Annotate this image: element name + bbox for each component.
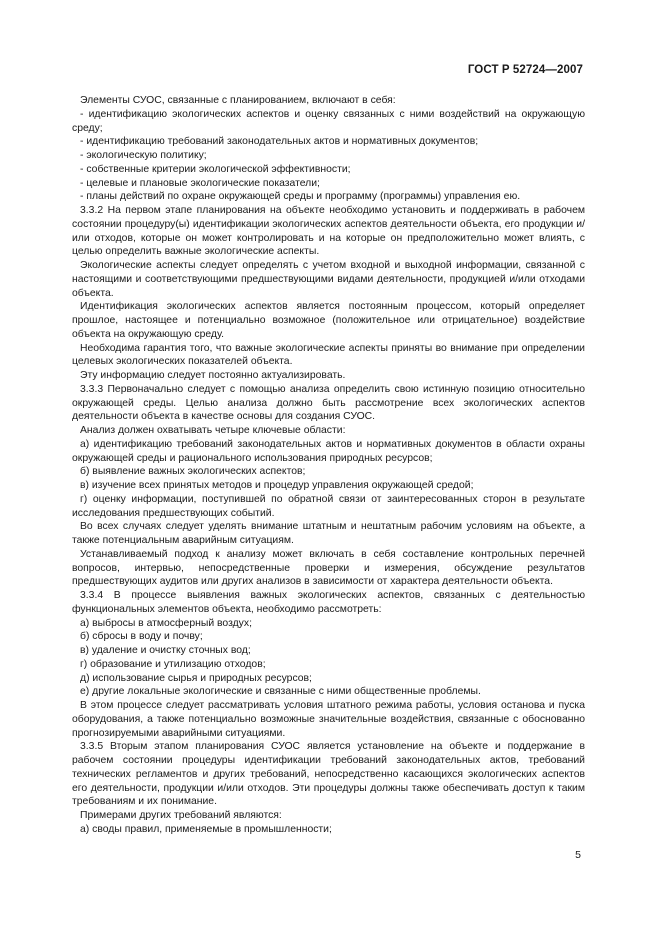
paragraph: Идентификация экологических аспектов является постоянным процессом, который определяет прошлое, настоящее и потенциально возможное (положительное или отрицательное) воздействие объекта на окружающую среду.	[72, 301, 585, 340]
list-item: в) удаление и очистку сточных вод;	[80, 645, 251, 656]
paragraph: Примерами других требований являются:	[80, 810, 282, 821]
paragraph: 3.3.2 На первом этапе планирования на объекте необходимо установить и поддерживать в рабочем состоянии процедуру(ы) идентификации экологических аспектов деятельности объекта, его продукции и/или отходов, которые он может контролировать и на которые он предположительно может влиять, с целью определить важные экологические аспекты.	[72, 205, 585, 258]
list-item: г) оценку информации, поступившей по обратной связи от заинтересованных сторон в результате исследования предшествующих событий.	[72, 493, 585, 519]
paragraph: Анализ должен охватывать четыре ключевые области:	[80, 425, 346, 436]
paragraph: В этом процессе следует рассматривать условия штатного режима работы, условия останова и пуска оборудования, а также потенциально возможные значительные воздействия, связанные с обоснованно прогнозируемыми аварийными ситуациями.	[72, 700, 585, 739]
paragraph: Экологические аспекты следует определять с учетом входной и выходной информации, связанной с настоящими и соответствующими предшествующими видами деятельности, продукцией и/или отходами объекта.	[72, 260, 585, 299]
list-item: в) изучение всех принятых методов и процедур управления окружающей средой;	[80, 480, 474, 491]
list-item: - экологическую политику;	[80, 150, 207, 161]
list-item: б) сбросы в воду и почву;	[80, 631, 203, 643]
list-item: е) другие локальные экологические и связанные с ними общественные проблемы.	[80, 686, 481, 698]
list-item: - собственные критерии экологической эффективности;	[80, 163, 351, 175]
list-item: а) выбросы в атмосферный воздух;	[80, 617, 252, 629]
paragraph: Устанавливаемый подход к анализу может включать в себя составление контрольных перечней вопросов, интервью, непосредственные проверки и измерения, обсуждение результатов предшествующих аудитов или других анализов в зависимости от характера деятельности объекта.	[72, 548, 585, 588]
list-item: д) использование сырья и природных ресурсов;	[80, 672, 312, 684]
paragraph: Необходима гарантия того, что важные экологические аспекты приняты во внимание при определении целевых экологических показателей объекта.	[72, 342, 585, 368]
paragraph: Эту информацию следует постоянно актуализировать.	[80, 370, 346, 381]
paragraph: 3.3.3 Первоначально следует с помощью анализа определить свою истинную позицию относительно окружающей среды. Целью анализа должно быть рассмотрение всех экологических аспектов деятельности объекта в качестве основы для создания СУОС.	[72, 383, 585, 423]
paragraph: 3.3.4 В процессе выявления важных экологических аспектов, связанных с деятельностью функциональных элементов объекта, необходимо рассмотреть:	[72, 590, 585, 615]
list-item: - планы действий по охране окружающей среды и программу (программы) управления ею.	[80, 191, 521, 203]
paragraph: Элементы СУОС, связанные с планированием, включают в себя:	[80, 95, 396, 106]
list-item: - целевые и плановые экологические показатели;	[80, 177, 320, 189]
list-item: - идентификацию экологических аспектов и оценку связанных с ними воздействий на окружающую среду;	[72, 108, 585, 134]
list-item: - идентификацию требований законодательных актов и нормативных документов;	[80, 136, 479, 148]
list-item: г) образование и утилизацию отходов;	[80, 658, 266, 670]
page-body	[72, 94, 585, 837]
paragraph: 3.3.5 Вторым этапом планирования СУОС является установление на объекте и поддержание в рабочем состоянии процедуры идентификации требований законодательных актов, требований технических регламентов и других требований, непосредственно касающихся экологических аспектов его деятельности, продукции и/или отходов. Эти процедуры должны также обеспечивать доступ к таким требованиям и их понимание.	[72, 741, 585, 808]
page-number: 5	[575, 849, 581, 861]
list-item: а) своды правил, применяемые в промышленности;	[80, 823, 332, 835]
paragraph: Во всех случаях следует уделять внимание штатным и нештатным рабочим условиям на объекте, а также потенциальным аварийным ситуациям.	[72, 521, 585, 546]
document-id-header: ГОСТ Р 52724—2007	[467, 64, 583, 76]
list-item: а) идентификацию требований законодательных актов и нормативных документов в области охраны окружающей среды и рационального использования природных ресурсов;	[72, 438, 585, 464]
list-item: б) выявление важных экологических аспектов;	[80, 466, 306, 478]
